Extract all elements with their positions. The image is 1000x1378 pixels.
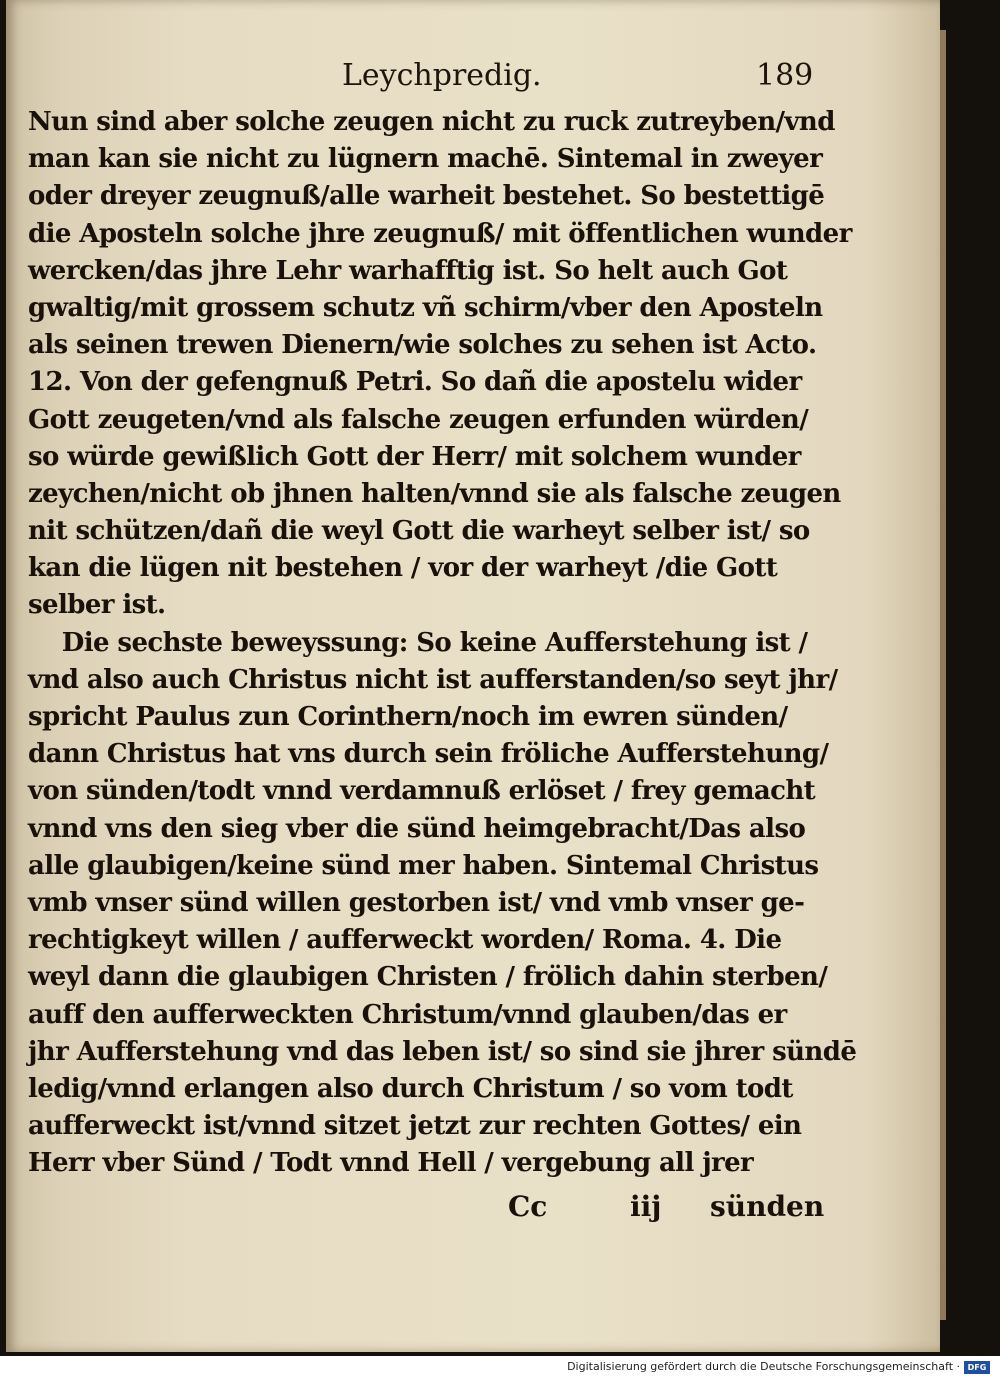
text-line: aufferweckt ist/vnnd sitzet jetzt zur rechten Gottes/ ein <box>28 1111 802 1142</box>
text-line: man kan sie nicht zu lügnern machē. Sintemal in zweyer <box>28 144 823 175</box>
text-line: dann Christus hat vns durch sein fröliche Aufferstehung/ <box>28 739 829 770</box>
text-line: so würde gewißlich Gott der Herr/ mit solchem wunder <box>28 441 801 472</box>
text-line: als seinen trewen Dienern/wie solches zu sehen ist Acto. <box>28 330 817 361</box>
text-line: vmb vnser sünd willen gestorben ist/ vnd vmb vnser ge- <box>28 887 805 918</box>
text-line: Herr vber Sünd / Todt vnnd Hell / vergebung all jrer <box>28 1148 754 1179</box>
page-edge <box>940 30 946 1320</box>
text-line: Gott zeugeten/vnd als falsche zeugen erfunden würden/ <box>28 404 809 435</box>
text-line: spricht Paulus zun Corinthern/noch im ewren sünden/ <box>28 702 788 732</box>
text-line: gwaltig/mit grossem schutz vñ schirm/vber den Aposteln <box>28 292 823 323</box>
text-line: die Aposteln solche jhre zeugnuß/ mit öffentlichen wunder <box>28 218 852 249</box>
text-line: zeychen/nicht ob jhnen halten/vnnd sie als falsche zeugen <box>28 478 841 509</box>
running-head: Leychpredig. <box>342 58 542 93</box>
text-line: weyl dann die glaubigen Christen / frölich dahin sterben/ <box>28 962 828 993</box>
text-line: vnd also auch Christus nicht ist aufferstanden/so seyt jhr/ <box>28 664 838 695</box>
text-line: oder dreyer zeugnuß/alle warheit bestehet. So bestettigē <box>28 181 825 212</box>
text-line: von sünden/todt vnnd verdamnuß erlöset / frey gemacht <box>28 776 816 807</box>
text-line: wercken/das jhre Lehr warhafftig ist. So helt auch Got <box>28 255 788 286</box>
footer-bar <box>0 1358 1000 1378</box>
text-line: kan die lügen nit bestehen / vor der warheyt /die Gott <box>28 553 778 584</box>
page-header <box>6 58 940 98</box>
text-line: Die sechste beweyssung: So keine Aufferstehung ist / <box>28 627 808 658</box>
text-line: auff den aufferweckten Christum/vnnd glauben/das er <box>28 999 787 1030</box>
text-line: alle glaubigen/keine sünd mer haben. Sintemal Christus <box>28 850 819 881</box>
dfg-logo-icon: DFG <box>964 1361 990 1374</box>
catchword: sünden <box>710 1190 825 1223</box>
catchword-line <box>6 1190 940 1230</box>
text-line: ledig/vnnd erlangen also durch Christum / so vom todt <box>28 1073 793 1104</box>
book-page <box>6 0 940 1352</box>
page-number: 189 <box>756 58 814 93</box>
body-text <box>28 104 857 1182</box>
text-line: jhr Aufferstehung vnd das leben ist/ so sind sie jhrer sündē <box>28 1036 857 1067</box>
signature-number: iij <box>630 1190 662 1223</box>
text-line: vnnd vns den sieg vber die sünd heimgebracht/Das also <box>28 813 806 844</box>
text-line: selber ist. <box>28 590 166 621</box>
text-line: 12. Von der gefengnuß Petri. So dañ die apostelu wider <box>28 367 802 398</box>
text-line: rechtigkeyt willen / aufferweckt worden/ Roma. 4. Die <box>28 925 782 956</box>
signature-mark: Cc <box>508 1190 548 1223</box>
text-line: nit schützen/dañ die weyl Gott die warheyt selber ist/ so <box>28 516 810 547</box>
funding-notice: Digitalisierung gefördert durch die Deutsche Forschungsgemeinschaft · <box>567 1360 960 1373</box>
text-line: Nun sind aber solche zeugen nicht zu ruck zutreyben/vnd <box>28 107 835 137</box>
